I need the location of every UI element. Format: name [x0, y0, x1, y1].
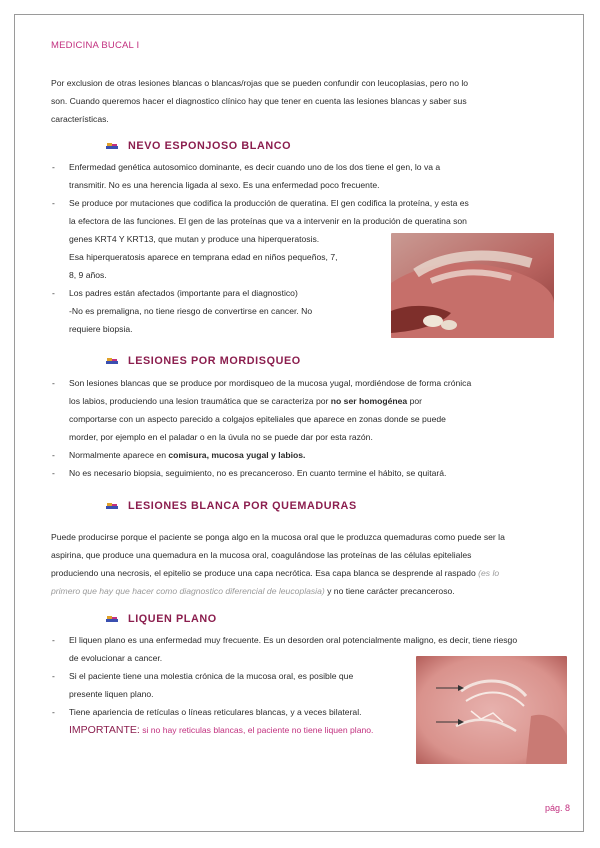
list-item: - Si el paciente tiene una molestia crónica de la mucosa oral, es posible que [52, 671, 354, 681]
section-title: NEVO ESPONJOSO BLANCO [128, 140, 292, 152]
intro-paragraph [51, 74, 561, 128]
list-item: - Los padres están afectados (importante para el diagnostico) [52, 288, 298, 298]
paragraph-line: primero que hay que hacer como diagnostico diferencial de leucoplasia) y no tiene carácter precanceroso. [51, 586, 455, 596]
list-item: - Tiene apariencia de retículas o líneas reticulares blancas, y a veces bilateral. [52, 707, 362, 717]
list-item: - Son lesiones blancas que se produce por mordisqueo de la mucosa yugal, mordiéndose de forma crónica [52, 378, 472, 388]
list-item-cont: morder, por ejemplo en el paladar o en la úvula no se puede dar por esta razón. [69, 432, 373, 442]
section-title: LESIONES POR MORDISQUEO [128, 355, 301, 367]
intro-line: Por exclusion de otras lesiones blancas o blancas/rojas que se pueden confundir con leucoplasias, pero no lo [51, 78, 469, 88]
section-heading-quemaduras [106, 500, 357, 512]
book-bullet-icon [106, 614, 118, 624]
list-item-cont: de evolucionar a cancer. [69, 653, 163, 663]
list-item-cont: Esa hiperqueratosis aparece en temprana edad en niños pequeños, 7, [69, 252, 338, 262]
book-bullet-icon [106, 141, 118, 151]
section-heading-liquen [106, 613, 217, 625]
paragraph-line: produciendo una necrosis, el epitelio se produce una capa necrótica. Esa capa blanca se desprende al raspado (es lo [51, 568, 500, 578]
list-item-cont: requiere biopsia. [69, 324, 133, 334]
intro-line: son. Cuando queremos hacer el diagnostico clínico hay que tener en cuenta las lesiones blancas y saber sus [51, 96, 467, 106]
book-bullet-icon [106, 501, 118, 511]
list-item-cont: transmitir. No es una herencia ligada al sexo. Es una enfermedad poco frecuente. [69, 180, 380, 190]
list-item-cont: genes KRT4 Y KRT13, que mutan y produce una hiperqueratosis. [69, 234, 320, 244]
list-item-cont: comportarse con un aspecto parecido a colgajos epiteliales que aparece en zonas donde se puede [69, 414, 446, 424]
paragraph-line: aspirina, que produce una quemadura en la mucosa oral, coagulándose las proteínas de las células epiteliales [51, 550, 472, 560]
list-item-cont: -No es premaligna, no tiene riesgo de convertirse en cancer. No [69, 306, 313, 316]
list-item: - No es necesario biopsia, seguimiento, no es precanceroso. En cuanto termine el hábito, se quitará. [52, 468, 447, 478]
page-number: pág. 8 [544, 803, 570, 813]
section-heading-nevo [106, 140, 291, 152]
list-item-cont: presente liquen plano. [69, 689, 154, 699]
page-header: MEDICINA BUCAL I [51, 40, 140, 51]
mordisqueo-list [52, 374, 549, 482]
list-item: - Se produce por mutaciones que codifica la producción de queratina. El gen codifica la proteína, y esta es [52, 198, 469, 208]
tongue-lesion-photo [391, 233, 554, 338]
list-item-cont: 8, 9 años. [69, 270, 107, 280]
list-item-cont: los labios, produciendo una lesion traumática que se caracteriza por no ser homogénea por [69, 396, 423, 406]
quemaduras-paragraph [51, 528, 571, 600]
list-item: - Enfermedad genética autosomico dominante, es decir cuando uno de los dos tiene el gen, lo va a [52, 162, 441, 172]
liquen-plano-photo [416, 656, 567, 764]
section-title: LESIONES BLANCA POR QUEMADURAS [128, 500, 357, 512]
book-bullet-icon [106, 356, 118, 366]
section-heading-mordisqueo [106, 355, 301, 367]
paragraph-line: Puede producirse porque el paciente se ponga algo en la mucosa oral que le produzca quemaduras como puede ser la [51, 532, 505, 542]
list-item: - Normalmente aparece en comisura, mucosa yugal y labios. [52, 450, 306, 460]
section-title: LIQUEN PLANO [128, 613, 217, 625]
important-note: IMPORTANTE: si no hay reticulas blancas, el paciente no tiene liquen plano. [69, 724, 374, 736]
list-item: - El liquen plano es una enfermedad muy frecuente. Es un desorden oral potencialmente maligno, es decir, tiene riesgo [52, 635, 518, 645]
intro-line: características. [51, 114, 109, 124]
list-item-cont: la efectora de las funciones. El gen de las proteínas que va a intervenir en la produción de queratina son [69, 216, 467, 226]
